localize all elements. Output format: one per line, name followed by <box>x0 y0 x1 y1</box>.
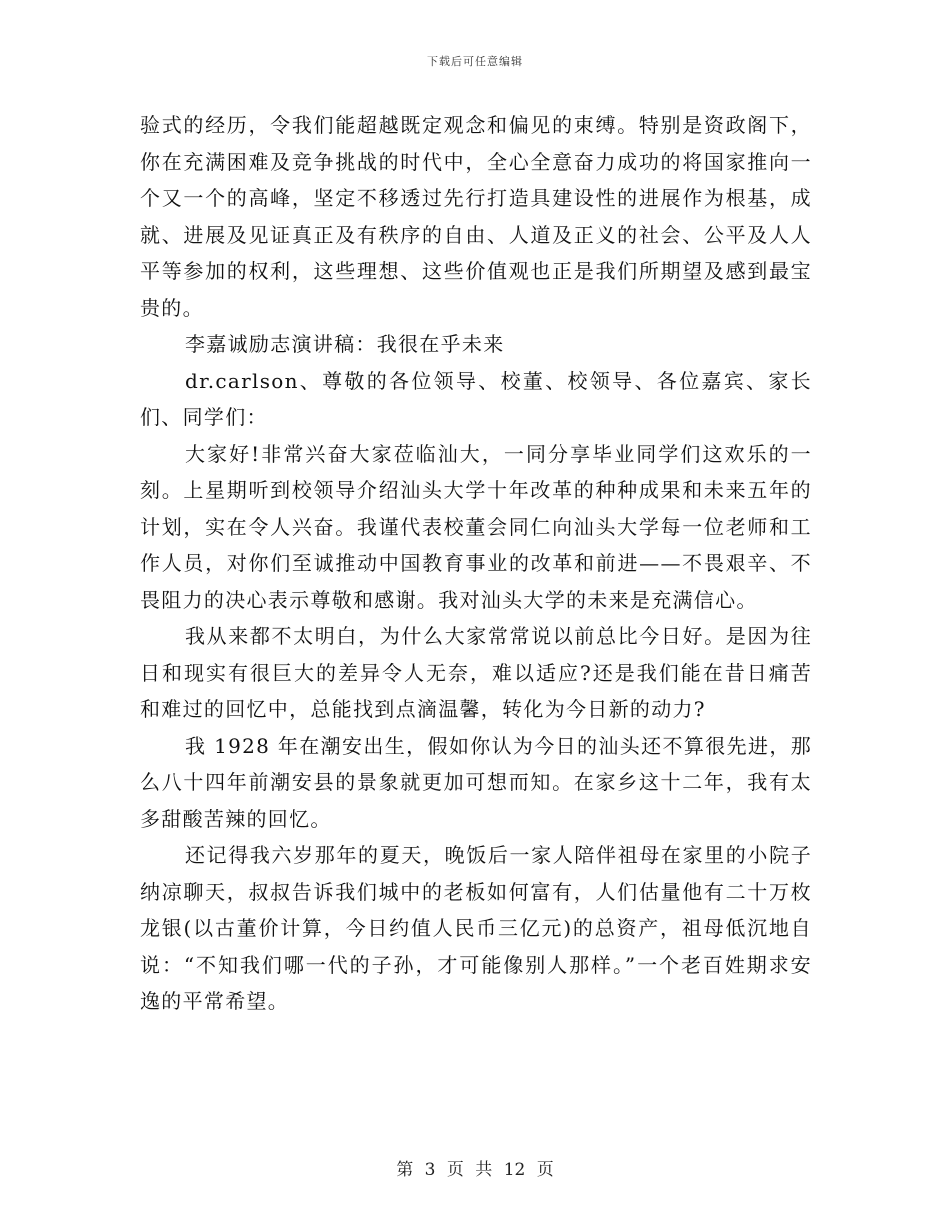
paragraph-continuation: 验式的经历，令我们能超越既定观念和偏见的束缚。特别是资政阁下，你在充满困难及竞争挑战的时代中，全心全意奋力成功的将国家推向一个又一个的高峰，坚定不移透过先行打造具建设性的进展作为根基，成就、进展及见证真正及有秩序的自由、人道及正义的社会、公平及人人平等参加的权利，这些理想、这些价值观也正是我们所期望及感到最宝贵的。 <box>140 113 812 320</box>
page-number-footer: 第 3 页 共 12 页 <box>396 1160 554 1180</box>
body-paragraph: 大家好!非常兴奋大家莅临汕大，一同分享毕业同学们这欢乐的一刻。上星期听到校领导介绍汕头大学十年改革的种种成果和未来五年的计划，实在令人兴奋。我谨代表校董会同仁向汕头大学每一位老师和工作人员，对你们至诚推动中国教育事业的改革和前进——不畏艰辛、不畏阻力的决心表示尊敬和感谢。我对汕头大学的未来是充满信心。 <box>140 441 812 612</box>
body-paragraph: 还记得我六岁那年的夏天，晚饭后一家人陪伴祖母在家里的小院子纳凉聊天，叔叔告诉我们城中的老板如何富有，人们估量他有二十万枚龙银(以古董价计算，今日约值人民币三亿元)的总资产，祖母低沉地自说：“不知我们哪一代的子孙，才可能像别人那样。”一个老百姓期求安逸的平常希望。 <box>140 843 812 1013</box>
body-paragraph: 我从来都不太明白，为什么大家常常说以前总比今日好。是因为往日和现实有很巨大的差异令人无奈，难以适应?还是我们能在昔日痛苦和难过的回忆中，总能找到点滴温馨，转化为今日新的动力? <box>140 624 812 721</box>
page-header: 下载后可任意编辑 <box>427 55 523 68</box>
document-body <box>140 107 812 1020</box>
salutation-paragraph: dr.carlson、尊敬的各位领导、校董、校领导、各位嘉宾、家长们、同学们： <box>140 368 812 429</box>
body-paragraph: 我 1928 年在潮安出生，假如你认为今日的汕头还不算很先进，那么八十四年前潮安县的景象就更加可想而知。在家乡这十二年，我有太多甜酸苦辣的回忆。 <box>140 733 812 831</box>
speech-title: 李嘉诚励志演讲稿：我很在乎未来 <box>185 332 505 356</box>
